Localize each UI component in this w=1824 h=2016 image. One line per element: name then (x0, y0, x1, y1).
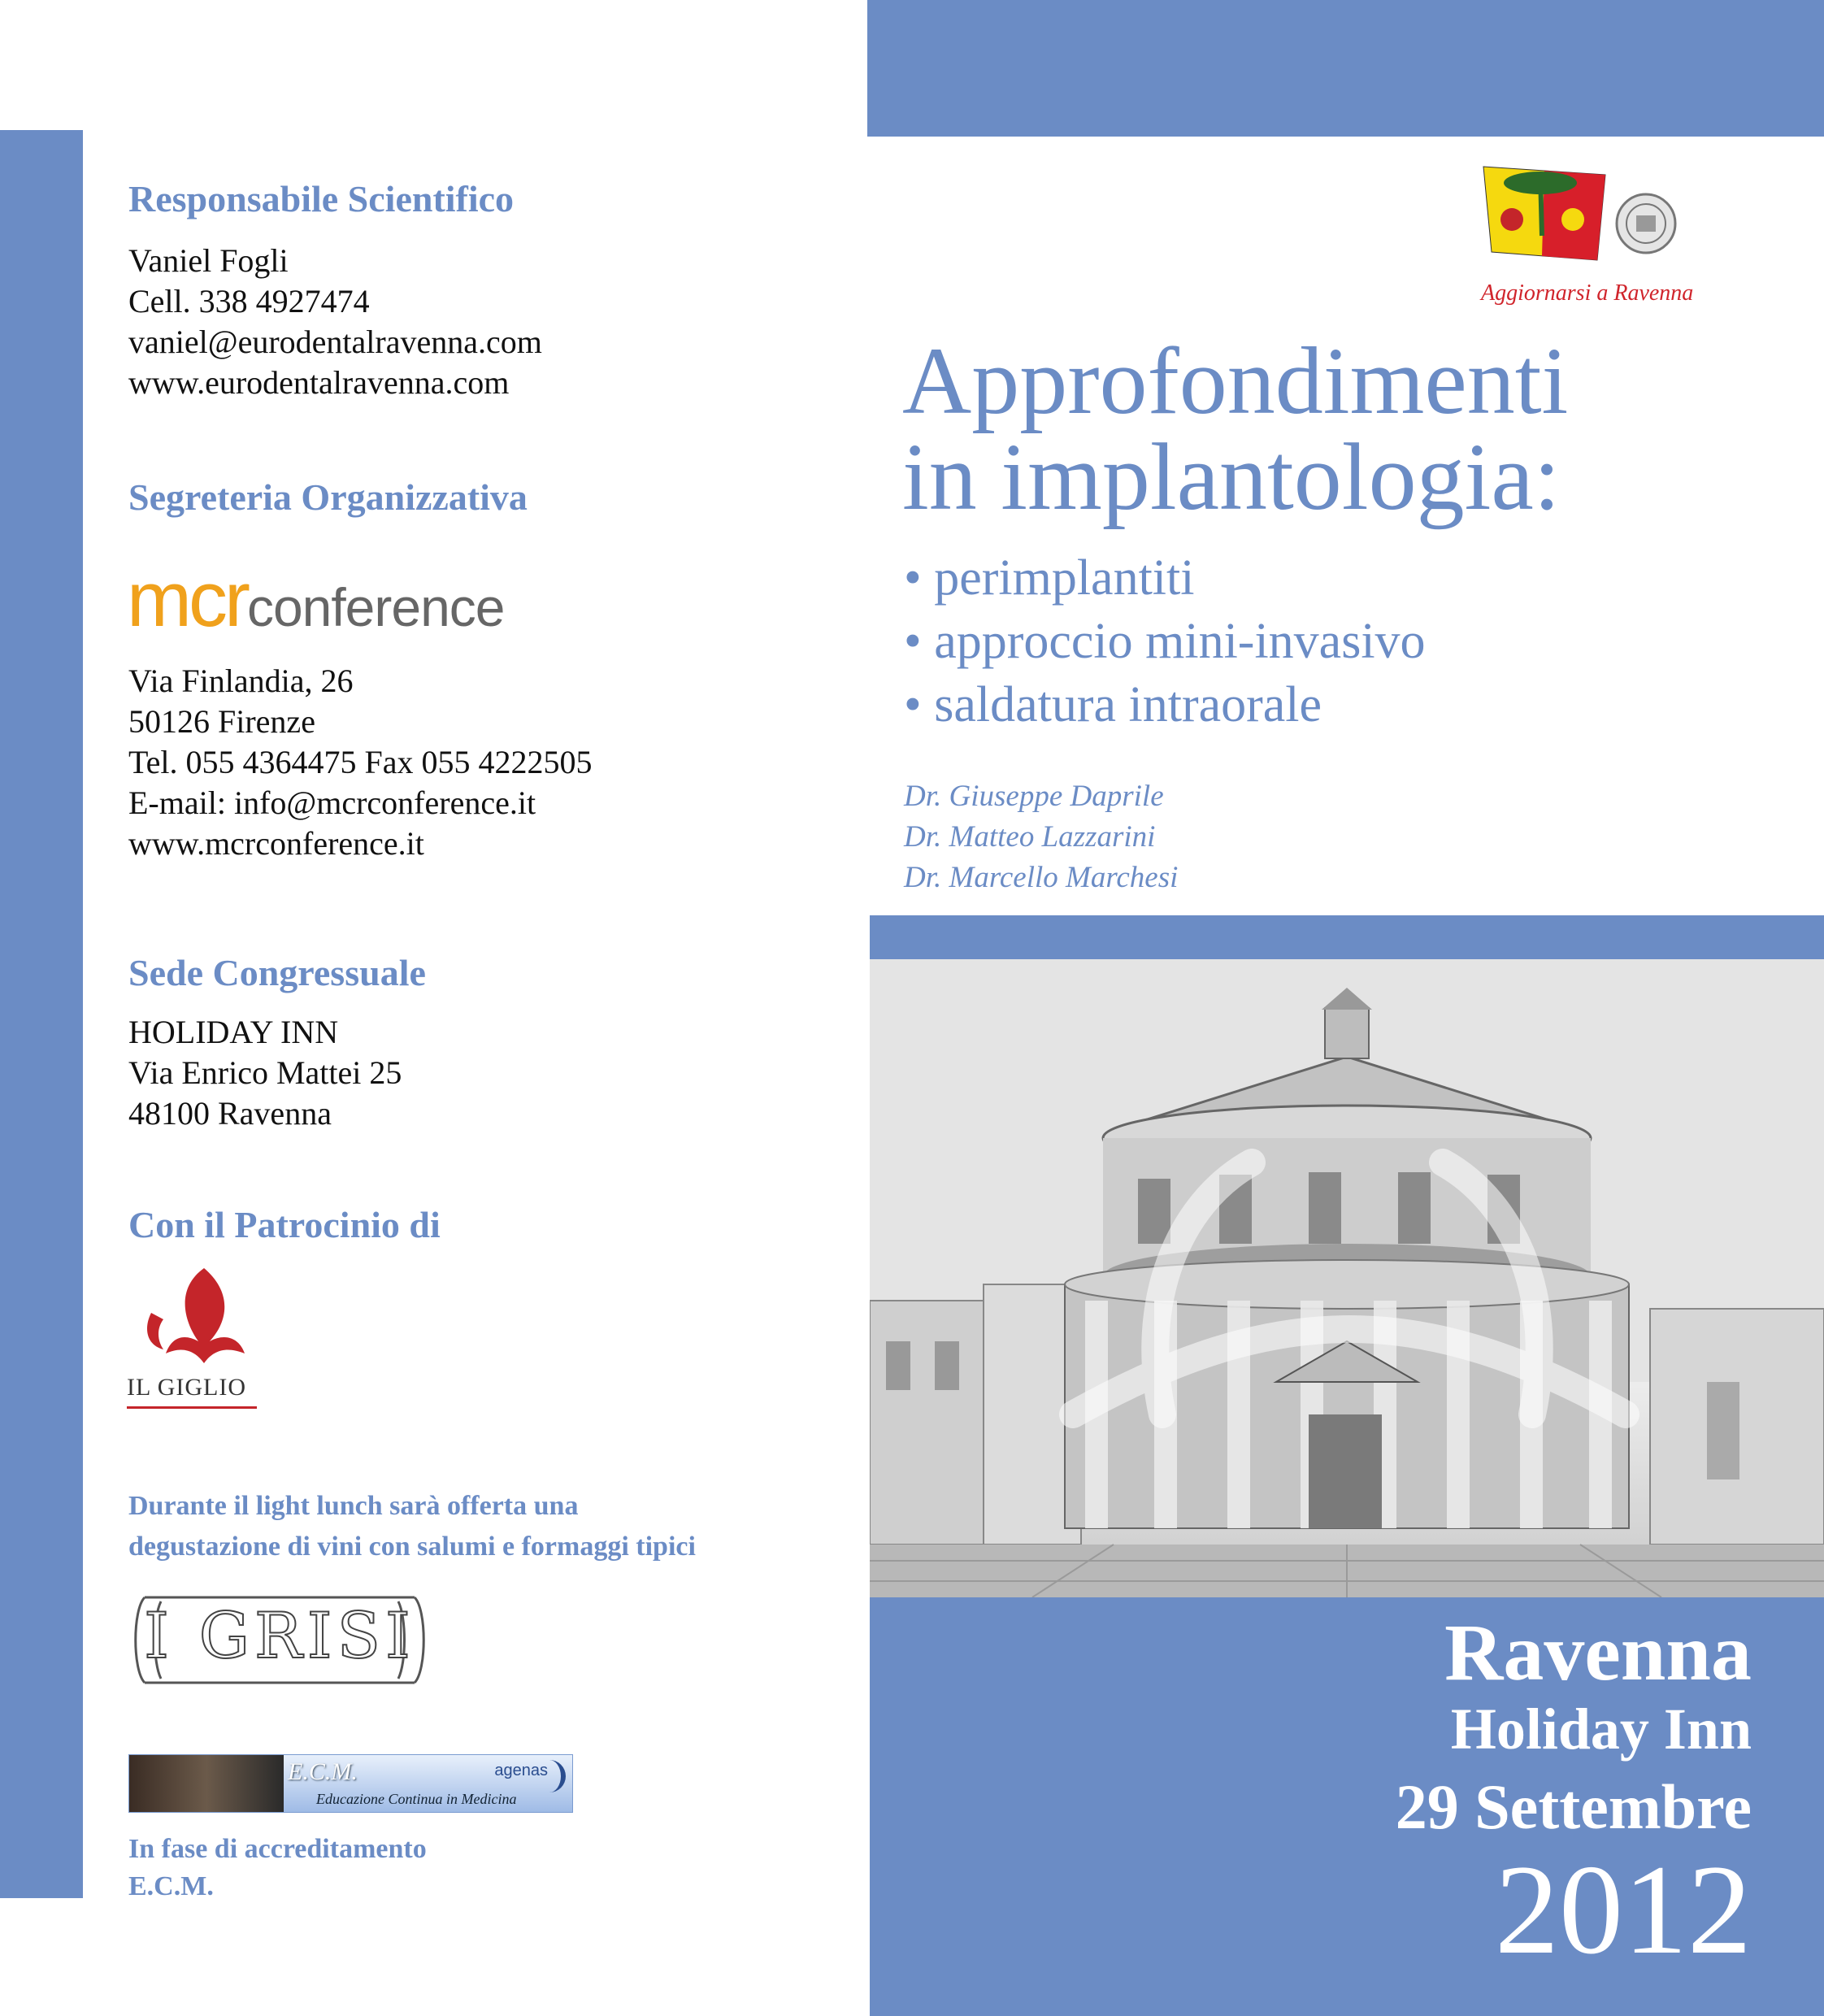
mid-blue-band (870, 915, 1824, 959)
ecm-banner-figures (129, 1755, 284, 1812)
scientific-name: Vaniel Fogli (128, 242, 289, 279)
left-blue-bar (0, 130, 83, 1898)
venue-name: HOLIDAY INN (128, 1014, 339, 1050)
mcr-logo-sub: conference (246, 577, 505, 637)
scientific-website[interactable]: www.eurodentalravenna.com (128, 364, 510, 401)
venue-heading: Sede Congressuale (128, 952, 426, 993)
lunch-line-2: degustazione di vini con salumi e formaggi tipici (128, 1532, 696, 1562)
title-line-2: in implantologia: (902, 424, 1561, 530)
patronage-heading: Con il Patrocinio di (128, 1204, 441, 1245)
topic-item: • approccio mini-invasivo (904, 614, 1426, 669)
ecm-line-2: E.C.M. (128, 1871, 214, 1901)
event-venue: Holiday Inn (1450, 1697, 1752, 1762)
secretariat-website[interactable]: www.mcrconference.it (128, 825, 424, 862)
title-line-1: Approfondimenti (902, 328, 1569, 434)
mcr-conference-logo (127, 556, 505, 643)
speaker-item: Dr. Marcello Marchesi (904, 861, 1179, 894)
topic-list (904, 546, 1426, 736)
secretariat-city: 50126 Firenze (128, 703, 315, 740)
i-grisi-label: I GRISI (144, 1600, 415, 1673)
ecm-line-1: In fase di accreditamento (128, 1834, 427, 1864)
top-blue-band (867, 0, 1824, 137)
logo-caption: Aggiornarsi a Ravenna (1481, 280, 1694, 306)
ideal-city-illustration (870, 959, 1824, 1597)
speaker-list (904, 776, 1178, 898)
agenas-mark-icon (548, 1760, 566, 1792)
lily-flower-icon (127, 1264, 265, 1370)
secretariat-email[interactable]: E-mail: info@mcrconference.it (128, 784, 536, 821)
topic-item: • perimplantiti (904, 550, 1195, 606)
speaker-item: Dr. Giuseppe Daprile (904, 780, 1164, 813)
ecm-accreditation (128, 1831, 427, 1905)
i-grisi-logo (128, 1585, 431, 1695)
mcr-logo-main: mcr (127, 556, 247, 643)
il-giglio-label: IL GIGLIO (127, 1374, 257, 1409)
lunch-note (128, 1486, 696, 1567)
scientific-heading: Responsabile Scientifico (128, 178, 515, 219)
aggiornarsi-logo (1471, 159, 1723, 313)
event-info (894, 1597, 1752, 1981)
ecm-banner-title: E.C.M. (288, 1758, 358, 1785)
speaker-item: Dr. Matteo Lazzarini (904, 820, 1156, 854)
il-giglio-logo (127, 1264, 265, 1419)
secretariat-phone-fax: Tel. 055 4364475 Fax 055 4222505 (128, 744, 593, 780)
topic-item: • saldatura intraorale (904, 677, 1322, 732)
scientific-contact (128, 241, 542, 403)
lunch-line-1: Durante il light lunch sarà offerta una (128, 1491, 579, 1521)
scientific-phone: Cell. 338 4927474 (128, 283, 370, 319)
event-date: 29 Settembre (1395, 1771, 1752, 1842)
ecm-banner (128, 1754, 573, 1813)
venue-address (128, 1012, 402, 1134)
secretariat-heading: Segreteria Organizzativa (128, 476, 528, 518)
event-year: 2012 (1495, 1839, 1752, 1981)
agenas-brand: agenas (494, 1762, 548, 1779)
secretariat-street: Via Finlandia, 26 (128, 663, 354, 699)
secretariat-contact (128, 661, 593, 864)
venue-city: 48100 Ravenna (128, 1095, 332, 1132)
event-city: Ravenna (1444, 1607, 1752, 1697)
scientific-email[interactable]: vaniel@eurodentalravenna.com (128, 324, 542, 360)
seal-icon (1613, 191, 1679, 256)
venue-street: Via Enrico Mattei 25 (128, 1054, 402, 1091)
ecm-banner-subtitle: Educazione Continua in Medicina (316, 1791, 517, 1807)
ravenna-flag-icon (1475, 159, 1613, 272)
main-title (902, 328, 1569, 530)
